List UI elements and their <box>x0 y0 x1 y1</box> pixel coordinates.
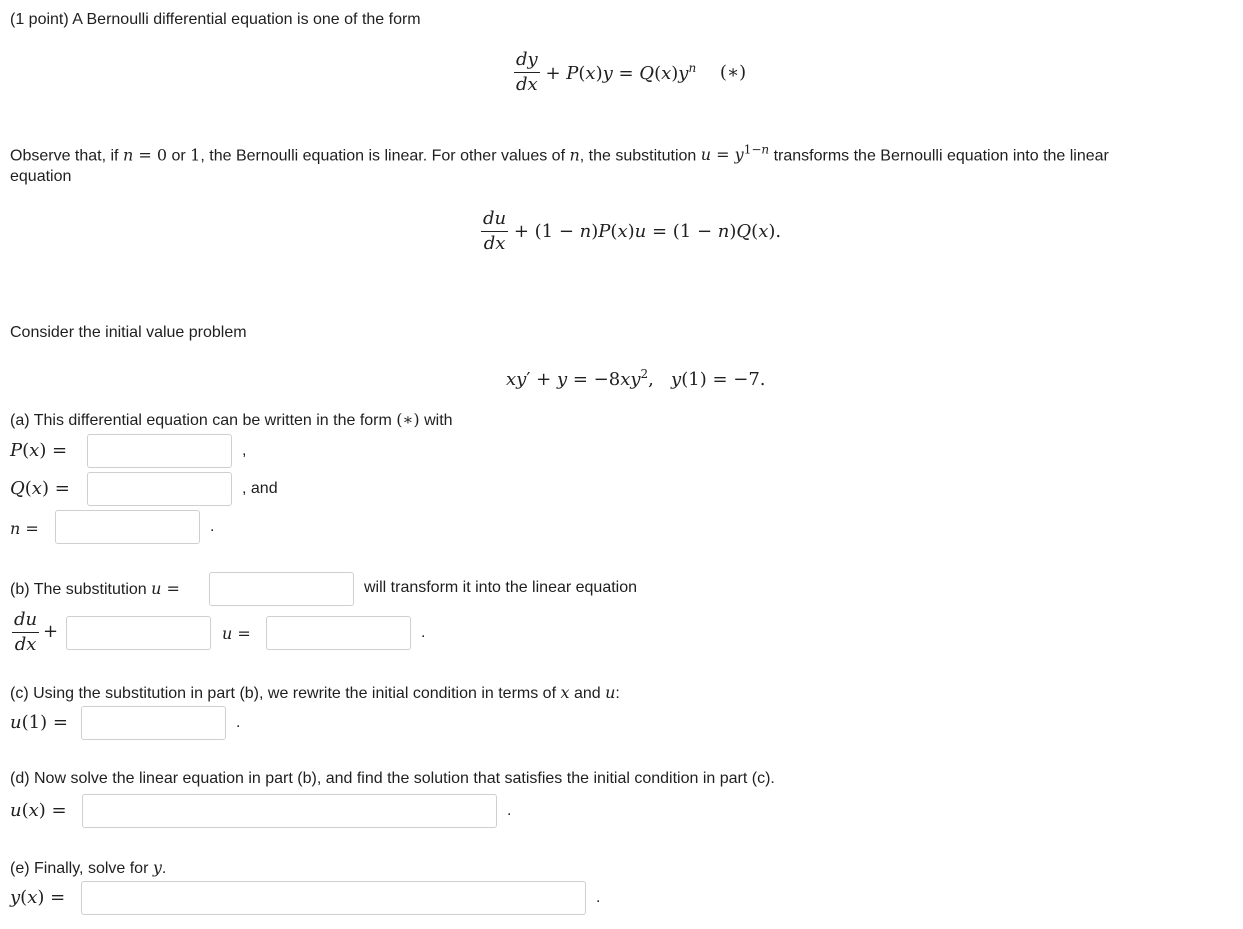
u1-label: u(1) = <box>10 712 68 733</box>
yx-label: y(x) = <box>10 887 66 908</box>
yx-input[interactable] <box>81 881 586 915</box>
d-period: . <box>507 802 512 819</box>
u1-input[interactable] <box>81 706 226 740</box>
part-a-text: (a) This differential equation can be written in the form (∗) with <box>10 410 453 429</box>
plus-sign: + <box>43 621 59 642</box>
substitution-input[interactable] <box>209 572 354 606</box>
part-b-text-after: will transform it into the linear equation <box>364 579 638 596</box>
rhs-input[interactable] <box>266 616 411 650</box>
ux-input[interactable] <box>82 794 497 828</box>
consider-text: Consider the initial value problem <box>10 324 247 341</box>
coefficient-input[interactable] <box>66 616 211 650</box>
p-label: P(x) = <box>10 440 68 461</box>
equation-tag: (∗) <box>719 62 747 83</box>
q-and: , and <box>242 480 278 497</box>
e-period: . <box>596 889 601 906</box>
u-equals-label: u = <box>222 624 251 643</box>
bernoulli-equation: $\frac{dy}{dx}$ + $P(x)y = Q(x)y^n$ (∗) <box>516 49 747 95</box>
part-c-text: (c) Using the substitution in part (b), we rewrite the initial condition in terms of x and u: <box>10 683 620 702</box>
b-period: . <box>421 624 426 641</box>
ux-label: u(x) = <box>10 800 67 821</box>
linear-equation: $\frac{du}{dx}$ + (1 − n)P(x)u = (1 − n)Q(x). <box>483 208 782 254</box>
part-e-text: (e) Finally, solve for y. <box>10 858 167 877</box>
part-d-text: (d) Now solve the linear equation in part (b), and find the solution that satisfies the initial condition in part (c). <box>10 770 775 787</box>
du-dx-fraction: $\frac{du}{dx}$ <box>14 609 38 655</box>
p-input[interactable] <box>87 434 232 468</box>
p-comma: , <box>242 442 247 459</box>
c-period: . <box>236 714 241 731</box>
part-b-text: (b) The substitution u = <box>10 579 180 598</box>
observe-text-2: equation <box>10 168 72 185</box>
observe-text: Observe that, if n = 0 or 1, the Bernoulli equation is linear. For other values of n, the substitution $u = y^{1-n}$ transforms the Bernoulli equation into the linear <box>10 143 1109 165</box>
ivp-equation: $xy' + y = -8xy^2$, y(1) = −7. <box>506 367 766 390</box>
n-input[interactable] <box>55 510 200 544</box>
n-period: . <box>210 518 215 535</box>
q-input[interactable] <box>87 472 232 506</box>
n-label: n = <box>10 519 39 538</box>
q-label: Q(x) = <box>10 478 70 499</box>
intro-text: (1 point) A Bernoulli differential equation is one of the form <box>10 11 421 28</box>
